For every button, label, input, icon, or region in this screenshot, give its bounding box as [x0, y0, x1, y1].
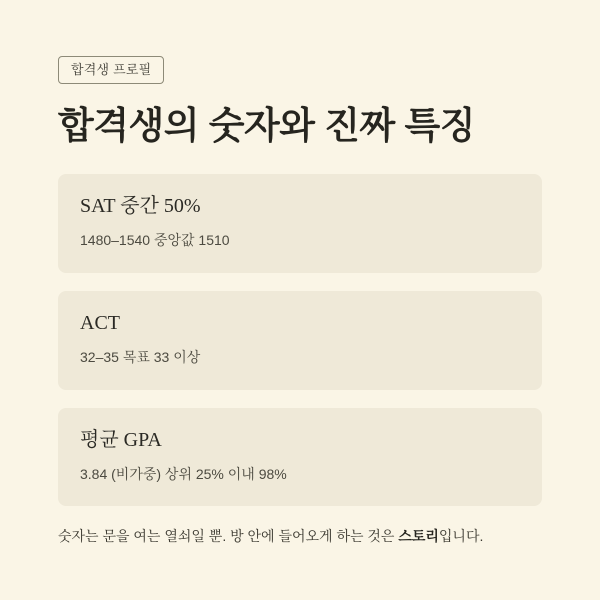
stat-card	[58, 291, 542, 390]
stat-card-value: 1480–1540 중앙값 1510	[80, 232, 230, 249]
stat-card-label: ACT	[80, 311, 120, 334]
footnote-text-start: 숫자는 문을 여는 열쇠일 뿐. 방 안에 들어오게 하는 것은	[58, 528, 399, 545]
footnote	[58, 524, 540, 549]
stat-card-label: SAT 중간 50%	[80, 195, 201, 218]
page-title: 합격생의 숫자와 진짜 특징	[58, 105, 476, 146]
stat-card-label: 평균 GPA	[80, 428, 162, 451]
footnote-text-end: 입니다.	[438, 528, 484, 545]
stat-card-value: 3.84 (비가중) 상위 25% 이내 98%	[80, 465, 287, 482]
stat-card-list	[58, 174, 542, 506]
stat-card	[58, 174, 542, 273]
stat-card	[58, 408, 542, 507]
stat-card-value: 32–35 목표 33 이상	[80, 348, 201, 365]
category-badge: 합격생 프로필	[58, 56, 164, 84]
footnote-highlight: 스토리	[398, 528, 439, 545]
